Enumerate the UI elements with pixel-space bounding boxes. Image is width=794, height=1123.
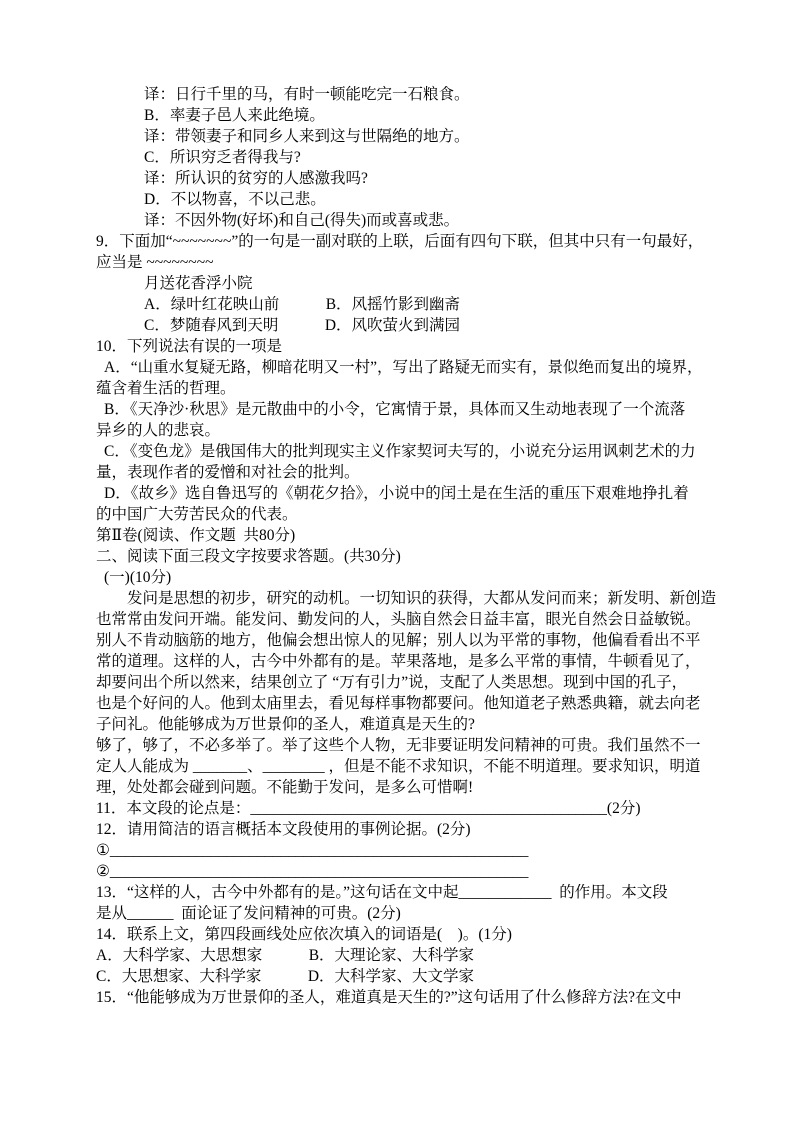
text-line: 常的道理。这样的人，古今中外都有的是。苹果落地，是多么平常的事情，牛顿看见了， xyxy=(96,653,701,670)
text-line: 11．本文段的论点是：______________________________________________(2分) xyxy=(96,800,641,817)
text-line: 发问是思想的初步，研究的动机。一切知识的获得，大都从发问而来；新发明、新创造 xyxy=(127,590,717,607)
text-line: ②______________________________________________________ xyxy=(96,863,529,880)
text-line: D．不以物喜，不以己悲。 xyxy=(144,191,326,208)
text-line: 量，表现作者的爱憎和对社会的批判。 xyxy=(96,464,360,481)
text-line: 译：所认识的贫穷的人感激我吗? xyxy=(144,170,368,187)
text-line: C．大思想家、大科学家 D．大科学家、大文学家 xyxy=(96,968,475,985)
text-line: C．所识穷乏者得我与? xyxy=(144,149,301,166)
text-line: 月送花香浮小院 xyxy=(144,275,253,292)
text-line: 是从______ 面论证了发问精神的可贵。(2分) xyxy=(96,905,401,922)
text-line: B．率妻子邑人来此绝境。 xyxy=(144,107,325,124)
text-line: 9．下面加“~~~~~~~”的一句是一副对联的上联，后面有四句下联，但其中只有一句最好， xyxy=(96,233,704,250)
document-lines xyxy=(96,84,717,1008)
text-line: 15．“他能够成为万世景仰的圣人，难道真是天生的?”这句话用了什么修辞方法?在文中 xyxy=(96,989,682,1006)
text-line: A．绿叶红花映山前 B．风摇竹影到幽斋 xyxy=(144,296,461,313)
text-line: 够了，够了，不必多举了。举了这些个人物，无非要证明发问精神的可贵。我们虽然不一 xyxy=(96,737,701,754)
text-line: A．大科学家、大思想家 B．大理论家、大科学家 xyxy=(96,947,475,964)
text-line: A．“山重水复疑无路，柳暗花明又一村”，写出了路疑无而实有，景似绝而复出的境界， xyxy=(104,359,703,376)
text-line: D．《故乡》选自鲁迅写的《朝花夕拾》，小说中的闰土是在生活的重压下艰难地挣扎着 xyxy=(104,485,689,502)
text-line: (一)(10分) xyxy=(104,569,172,586)
text-line: ①______________________________________________________ xyxy=(96,842,529,859)
text-line: 译：不因外物(好坏)和自己(得失)而或喜或悲。 xyxy=(144,212,460,229)
text-line: C．梦随春风到天明 D．风吹萤火到满园 xyxy=(144,317,461,334)
text-line: 异乡的人的悲哀。 xyxy=(96,422,221,439)
text-line: 别人不肯动脑筋的地方，他偏会想出惊人的见解；别人以为平常的事物，他偏看看出不平 xyxy=(96,632,701,649)
text-line: 第Ⅱ卷(阅读、作文题 共80分) xyxy=(96,527,296,544)
text-line: 二、阅读下面三段文字按要求答题。(共30分) xyxy=(96,548,401,565)
text-line: 的中国广大劳苦民众的代表。 xyxy=(96,506,298,523)
text-line: 译：带领妻子和同乡人来到这与世隔绝的地方。 xyxy=(144,128,470,145)
text-line: 14．联系上文，第四段画线处应依次填入的词语是( )。(1分) xyxy=(96,926,512,943)
text-line: 子问礼。他能够成为万世景仰的圣人，难道真是天生的? xyxy=(96,716,475,733)
text-line: 也常常由发问开端。能发问、勤发问的人，头脑自然会日益丰富，眼光自然会日益敏锐。 xyxy=(96,611,701,628)
text-line: 定人人能成为 _______、________ ，但是不能不求知识，不能不明道理。要求知识，明道 xyxy=(96,758,701,775)
text-line: 却要问出个所以然来，结果创立了 “万有引力”说，支配了人类思想。现到中国的孔子， xyxy=(96,674,688,691)
text-line: 也是个好问的人。他到太庙里去，看见每样事物都要问。他知道老子熟悉典籍，就去向老 xyxy=(96,695,701,712)
text-line: 应当是 ~~~~~~~~ xyxy=(96,254,214,271)
text-line: 12．请用简洁的语言概括本文段使用的事例论据。(2分) xyxy=(96,821,471,838)
text-line: C．《变色龙》是俄国伟大的批判现实主义作家契诃夫写的，小说充分运用讽刺艺术的力 xyxy=(104,443,696,460)
text-line: 译：日行千里的马，有时一顿能吃完一石粮食。 xyxy=(144,86,470,103)
text-line: B．《天净沙·秋思》是元散曲中的小令，它寓情于景，具体而又生动地表现了一个流落 xyxy=(104,401,686,418)
text-line: 蕴含着生活的哲理。 xyxy=(96,380,236,397)
text-line: 13．“这样的人，古今中外都有的是。”这句话在文中起____________ 的作用。本文段 xyxy=(96,884,668,901)
text-line: 理，处处都会碰到问题。不能勤于发问，是多么可惜啊! xyxy=(96,779,474,796)
text-line: 10．下列说法有误的一项是 xyxy=(96,338,283,355)
